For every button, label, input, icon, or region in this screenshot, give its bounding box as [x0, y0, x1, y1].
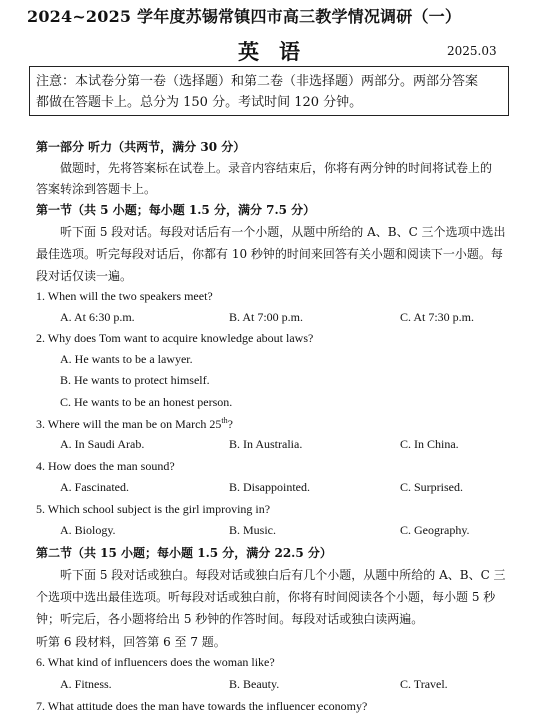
- option-b: B. Beauty.: [229, 677, 280, 691]
- question-stem: 6. What kind of influencers does the woman like?: [36, 655, 275, 669]
- option-a: A. In Saudi Arab.: [60, 437, 145, 451]
- option-a: A. He wants to be a lawyer.: [60, 352, 193, 366]
- option-c: C. At 7:30 p.m.: [400, 310, 475, 324]
- subject-title: 英语: [238, 39, 320, 64]
- notice-box: [29, 66, 509, 116]
- section1-heading: 第一节（共 5 小题；每小题 1.5 分，满分 7.5 分）: [36, 203, 316, 217]
- section2-heading: 第二节（共 15 小题；每小题 1.5 分，满分 22.5 分）: [36, 546, 332, 560]
- section2-intro: 听下面 5 段对话或独白。每段对话或独白后有几个小题，从题中所给的 A、B、C 三: [60, 568, 506, 582]
- option-a: A. Biology.: [60, 523, 116, 537]
- question-stem: [36, 416, 233, 432]
- material-instruction: 听第 6 段材料，回答第 6 至 7 题。: [36, 635, 226, 649]
- question-stem: 1. When will the two speakers meet?: [36, 289, 213, 303]
- section1-intro: 段对话仅读一遍。: [36, 269, 133, 283]
- option-c: C. He wants to be an honest person.: [60, 395, 233, 409]
- section2-intro: 钟；听完后，各小题将给出 5 秒钟的作答时间。每段对话或独白读两遍。: [36, 612, 424, 626]
- notice-line: 都做在答题卡上。总分为 150 分。考试时间 120 分钟。: [36, 95, 363, 110]
- option-a: A. Fitness.: [60, 677, 112, 691]
- question-stem: 4. How does the man sound?: [36, 459, 175, 473]
- option-c: C. In China.: [400, 437, 459, 451]
- part1-intro: 答案转涂到答题卡上。: [36, 182, 157, 196]
- option-b: B. He wants to protect himself.: [60, 373, 210, 387]
- section1-intro: 听下面 5 段对话。每段对话后有一个小题，从题中所给的 A、B、C 三个选项中选出: [60, 225, 506, 239]
- option-b: B. Music.: [229, 523, 277, 537]
- question-stem: 7. What attitude does the man have towards the influencer economy?: [36, 699, 368, 713]
- part1-heading: 第一部分 听力（共两节，满分 30 分）: [36, 140, 246, 154]
- question-mark: ?: [227, 417, 233, 431]
- option-a: A. At 6:30 p.m.: [60, 310, 135, 324]
- ordinal-suffix: th: [221, 416, 228, 425]
- section2-intro: 个选项中选出最佳选项。听每段对话或独白前，你将有时间阅读各个小题，每小题 5 秒: [36, 590, 496, 604]
- option-c: C. Surprised.: [400, 480, 463, 494]
- exam-date: 2025.03: [447, 44, 497, 58]
- question-stem: 5. Which school subject is the girl improving in?: [36, 502, 271, 516]
- option-b: B. Disappointed.: [229, 480, 310, 494]
- notice-line: 注意：本试卷分第一卷（选择题）和第二卷（非选择题）两部分。两部分答案: [36, 74, 479, 89]
- part1-intro: 做题时，先将答案标在试卷上。录音内容结束后，你将有两分钟的时间将试卷上的: [60, 161, 493, 175]
- question-stem: 2. Why does Tom want to acquire knowledge about laws?: [36, 331, 314, 345]
- option-b: B. At 7:00 p.m.: [229, 310, 304, 324]
- option-b: B. In Australia.: [229, 437, 303, 451]
- section1-intro: 最佳选项。听完每段对话后，你都有 10 秒钟的时间来回答有关小题和阅读下一小题。每: [36, 247, 503, 261]
- option-a: A. Fascinated.: [60, 480, 129, 494]
- question-stem-text: 3. Where will the man be on March 25: [36, 417, 222, 431]
- exam-title: 2024~2025 学年度苏锡常镇四市高三教学情况调研（一）: [27, 7, 462, 26]
- option-c: C. Travel.: [400, 677, 448, 691]
- option-c: C. Geography.: [400, 523, 470, 537]
